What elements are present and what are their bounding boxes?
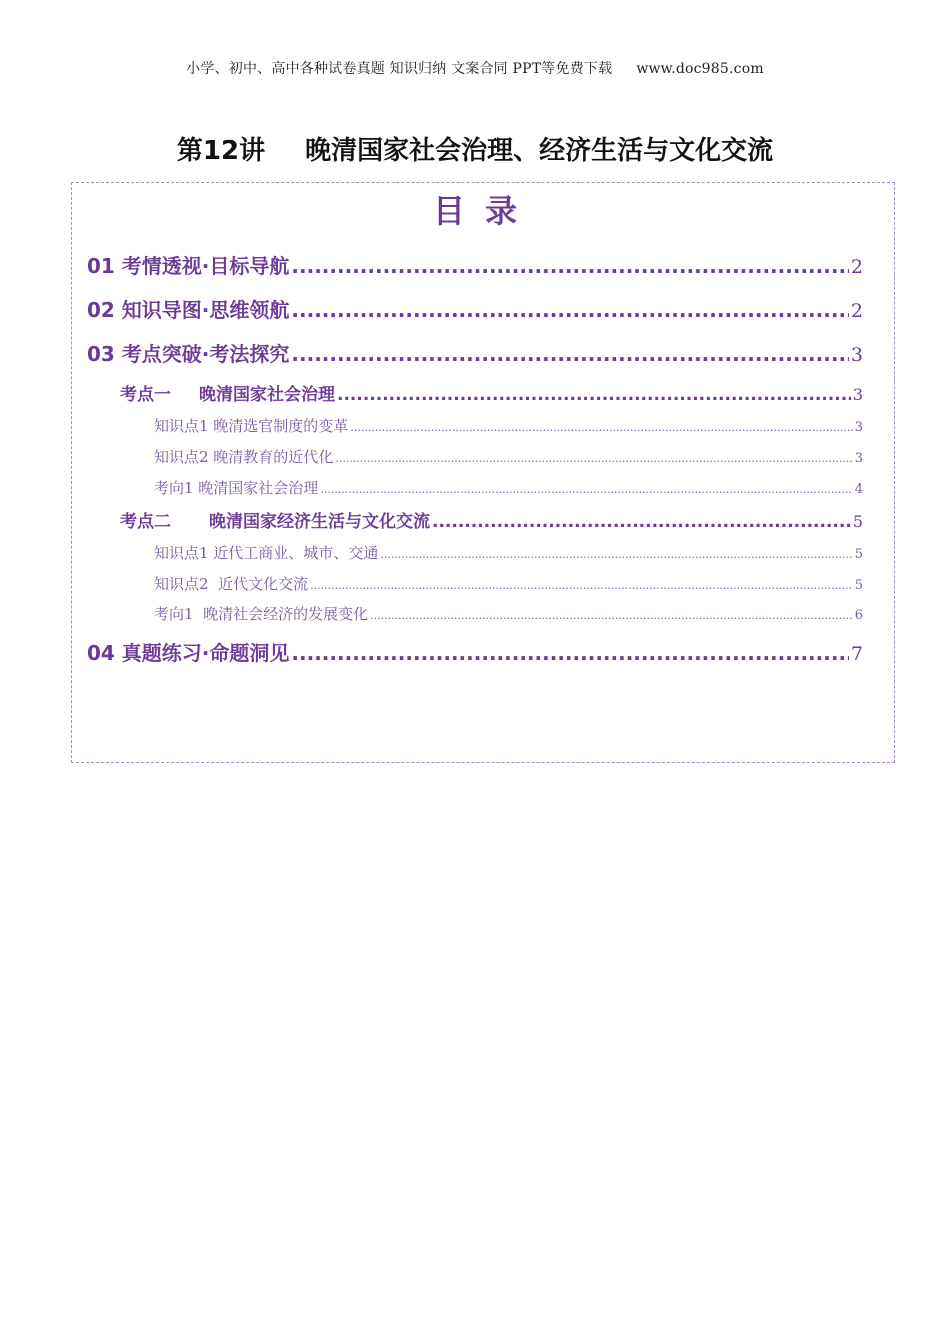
toc-entry-01[interactable]	[87, 250, 863, 279]
toc-heading: 目录	[432, 192, 537, 230]
toc-page-number: 6	[854, 608, 863, 623]
toc-entry-kaoxiang-2-1[interactable]	[154, 603, 863, 624]
toc-page-number: 2	[850, 300, 863, 322]
toc-entry-label: 04 真题练习·命题洞见	[87, 641, 290, 665]
toc-entry-prefix: 考点二	[120, 512, 171, 532]
lecture-topic: 晚清国家社会治理、经济生活与文化交流	[305, 136, 774, 166]
toc-leader	[370, 609, 853, 622]
toc-page-number: 3	[850, 344, 863, 366]
header-text: 小学、初中、高中各种试卷真题 知识归纳 文案合同 PPT等免费下载	[186, 61, 613, 77]
toc-leader	[335, 452, 852, 465]
toc-leader	[350, 421, 852, 434]
toc-entry-label: 03 考点突破·考法探究	[87, 342, 290, 366]
toc-entry-03[interactable]	[87, 338, 863, 367]
toc-leader	[291, 298, 849, 322]
toc-page-number: 3	[854, 420, 863, 435]
toc-entry-zhishidian-2-1[interactable]	[154, 542, 863, 563]
toc-entry-prefix: 考点一	[120, 385, 171, 405]
toc-leader	[432, 512, 851, 532]
toc-entry-label: 知识点2 近代文化交流	[154, 575, 309, 593]
toc-entry-title: 晚清国家经济生活与文化交流	[209, 512, 430, 532]
toc-entry-title: 晚清国家社会治理	[199, 385, 335, 405]
toc-page-number: 4	[854, 482, 863, 497]
toc-leader	[291, 342, 849, 366]
toc-entry-label: 知识点1 晚清选官制度的变革	[154, 417, 349, 435]
toc-entry-label: 知识点1 近代工商业、城市、交通	[154, 544, 379, 562]
toc-entry-02[interactable]	[87, 294, 863, 323]
toc-leader	[337, 385, 851, 405]
toc-entry-label	[120, 380, 335, 405]
document-title	[0, 130, 950, 167]
toc-entry-kaodian-2[interactable]	[120, 507, 863, 532]
page-header	[0, 58, 950, 78]
toc-entry-label: 考向1 晚清社会经济的发展变化	[154, 605, 369, 623]
toc-page-number: 5	[854, 578, 863, 593]
lecture-number: 第12讲	[176, 136, 266, 166]
header-site-link[interactable]: www.doc985.com	[636, 61, 764, 77]
toc-page-number: 3	[854, 451, 863, 466]
toc-page-number: 5	[852, 512, 863, 531]
toc-entry-label: 01 考情透视·目标导航	[87, 254, 290, 278]
toc-leader	[291, 641, 849, 665]
toc-entry-label: 知识点2 晚清教育的近代化	[154, 448, 334, 466]
toc-entry-label	[120, 507, 430, 532]
toc-page-number: 5	[854, 547, 863, 562]
toc-page-number: 7	[850, 643, 863, 665]
toc-leader	[291, 254, 849, 278]
toc-leader	[380, 548, 852, 561]
toc-entry-zhishidian-2-2[interactable]	[154, 573, 863, 594]
toc-entry-zhishidian-1-1[interactable]	[154, 415, 863, 436]
toc-entry-zhishidian-1-2[interactable]	[154, 446, 863, 467]
toc-entry-label: 考向1 晚清国家社会治理	[154, 479, 319, 497]
toc-leader	[320, 483, 852, 496]
toc-page-number: 2	[850, 256, 863, 278]
toc-entry-kaodian-1[interactable]	[120, 380, 863, 405]
toc-page-number: 3	[852, 385, 863, 404]
toc-entry-04[interactable]	[87, 637, 863, 666]
toc-entry-kaoxiang-1-1[interactable]	[154, 477, 863, 498]
toc-entry-label: 02 知识导图·思维领航	[87, 298, 290, 322]
toc-leader	[310, 579, 853, 592]
